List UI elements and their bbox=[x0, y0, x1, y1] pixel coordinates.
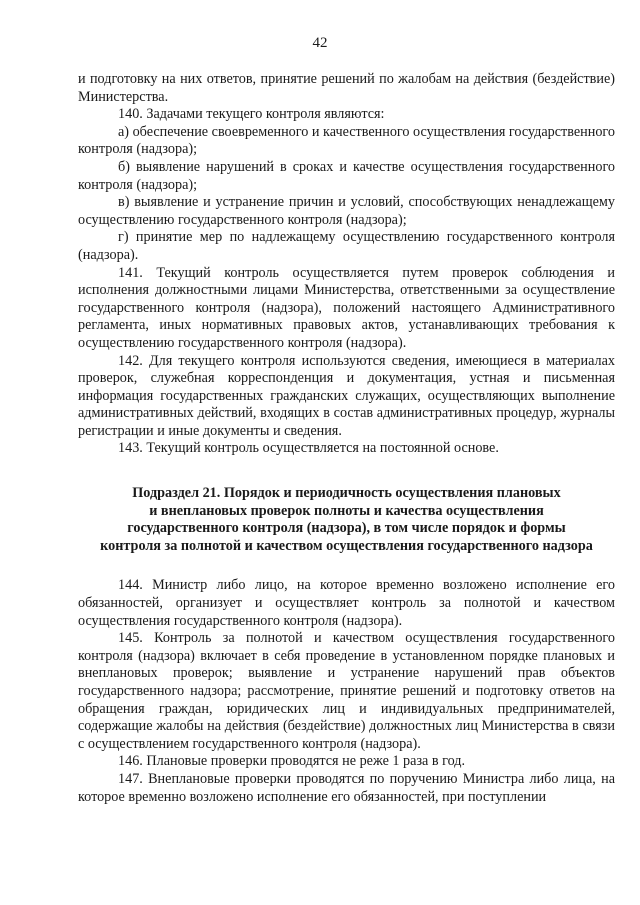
paragraph-group-bottom bbox=[78, 577, 615, 806]
paragraph: а) обеспечение своевременного и качественного осуществления государственного контроля (надзора); bbox=[78, 123, 615, 158]
heading-line: Подраздел 21. Порядок и периодичность осуществления плановых bbox=[132, 485, 561, 502]
paragraph: 141. Текущий контроль осуществляется путем проверок соблюдения и исполнения должностными лицами Министерства, ответственными за осуществление государственного контроля (надзора), положений настоящего Административного регламента, иных нормативных правовых актов, устанавливающих требования к осуществлению государственного контроля (надзора). bbox=[78, 264, 615, 351]
heading-line: контроля за полнотой и качеством осуществления государственного надзора bbox=[100, 537, 593, 554]
subsection-heading bbox=[78, 485, 615, 555]
paragraph: 147. Внеплановые проверки проводятся по поручению Министра либо лица, на которое временно возложено исполнение его обязанностей, при поступлении bbox=[78, 770, 615, 805]
paragraph: 145. Контроль за полнотой и качеством осуществления государственного контроля (надзора) включает в себя проведение в установленном порядке плановых и внеплановых проверок; выявление и устранение нарушений прав объектов государственного надзора; рассмотрение, принятие решений и подготовку ответов на обращения граждан, юридических лиц и индивидуальных предпринимателей, содержащие жалобы на действия (бездействие) должностных лиц Министерства в связи с осуществлением государственного контроля (надзора). bbox=[78, 630, 615, 752]
paragraph: г) принятие мер по надлежащему осуществлению государственного контроля (надзора). bbox=[78, 229, 615, 263]
heading-line: и внеплановых проверок полноты и качества осуществления bbox=[149, 502, 544, 519]
paragraph-group-top bbox=[78, 71, 615, 458]
paragraph: и подготовку на них ответов, принятие решений по жалобам на действия (бездействие) Министерства. bbox=[78, 71, 615, 105]
paragraph: б) выявление нарушений в сроках и качестве осуществления государственного контроля (надзора); bbox=[78, 158, 615, 193]
paragraph: 146. Плановые проверки проводятся не реже 1 раза в год. bbox=[118, 753, 466, 770]
page-number: 42 bbox=[312, 35, 328, 51]
paragraph: 140. Задачами текущего контроля являются: bbox=[118, 106, 385, 123]
paragraph: в) выявление и устранение причин и условий, способствующих ненадлежащему осуществлению государственного контроля (надзора); bbox=[78, 194, 615, 228]
paragraph: 142. Для текущего контроля используются сведения, имеющиеся в материалах проверок, служебная корреспонденция и документация, устная и письменная информация государственных гражданских служащих, осуществляющих выполнение административных действий, входящих в состав административных процедур, журналы регистрации и иные документы и сведения. bbox=[78, 352, 615, 439]
heading-line: государственного контроля (надзора), в том числе порядок и формы bbox=[127, 520, 566, 537]
paragraph: 143. Текущий контроль осуществляется на постоянной основе. bbox=[118, 440, 499, 457]
document-body bbox=[78, 71, 615, 806]
paragraph: 144. Министр либо лицо, на которое временно возложено исполнение его обязанностей, организует и осуществляет контроль за полнотой и качеством осуществления государственного контроля (надзора). bbox=[78, 577, 615, 629]
